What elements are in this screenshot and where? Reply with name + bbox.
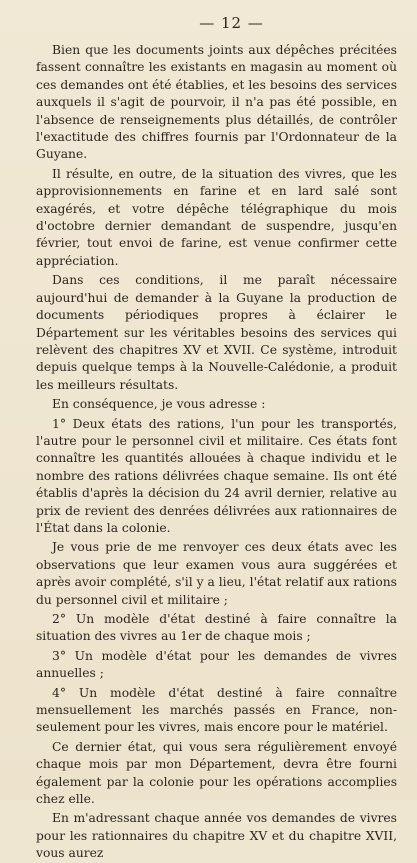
paragraph-1: Bien que les documents joints aux dépêches précitées fassent connaître les existants en magasin au moment où ces demandes ont été établies, et les besoins des services auxquels il s'agit de pourvoir, il n'a pas été possible, en l'absence de renseignements plus détaillés, de contrôler l'exactitude des chiffres fournis par l'Ordonnateur de la Guyane. bbox=[36, 43, 397, 162]
paragraph-10: Ce dernier état, qui vous sera régulièrement envoyé chaque mois par mon Département, devra être fourni également par la colonie pour les opérations accomplies chez elle. bbox=[36, 739, 397, 807]
paragraph-4: En conséquence, je vous adresse : bbox=[52, 397, 266, 412]
paragraph-8: 3° Un modèle d'état pour les demandes de vivres annuelles ; bbox=[36, 648, 397, 681]
paragraph-9: 4° Un modèle d'état destiné à faire connaître mensuellement les marchés passés en France, non-seulement pour les vivres, mais encore pour le matériel. bbox=[36, 685, 397, 735]
paragraph-7: 2° Un modèle d'état destiné à faire connaître la situation des vivres au 1er de chaque mois ; bbox=[36, 612, 397, 644]
paragraph-11: En m'adressant chaque année vos demandes de vivres pour les rationnaires du chapitre XV et du chapitre XVII, vous aurez bbox=[36, 811, 397, 861]
paragraph-5: 1° Deux états des rations, l'un pour les transportés, l'autre pour le personnel civil et militaire. Ces états font connaître les quantités allouées à chaque individu et le nombre des rations délivrées chaque semaine. Ils ont été établis d'après la décision du 24 avril dernier, relative au prix de revient des denrées délivrées aux rationnaires de l'État dans la colonie. bbox=[36, 416, 397, 535]
paragraph-3: Dans ces conditions, il me paraît nécessaire aujourd'hui de demander à la Guyane la production de documents périodiques propres à éclairer le Département sur les véritables besoins des services qui relèvent des chapitres XV et XVII. Ce système, introduit depuis quelque temps à la Nouvelle-Calédonie, a produit les meilleurs résultats. bbox=[36, 273, 397, 392]
paragraph-6: Je vous prie de me renvoyer ces deux états avec les observations que leur examen vous aura suggérées et après avoir complété, s'il y a lieu, l'état relatif aux rations du personnel civil et militaire ; bbox=[36, 540, 397, 607]
page-number: — 12 — bbox=[199, 14, 264, 32]
paragraph-2: Il résulte, en outre, de la situation des vivres, que les approvisionnements en farine et en lard salé sont exagérés, et votre dépêche télégraphique du mois d'octobre dernier demandant de suspendre, jusqu'en février, tout envoi de farine, est venue confirmer cette appréciation. bbox=[36, 166, 397, 268]
